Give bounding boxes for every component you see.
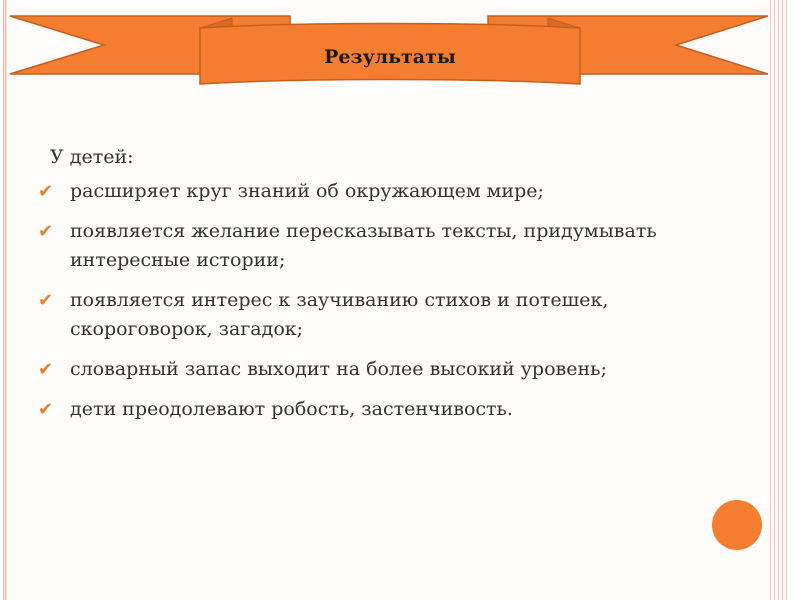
list-item	[30, 355, 670, 384]
decorative-circle	[712, 500, 762, 550]
checkmark-icon: ✔	[38, 221, 54, 242]
list-item	[30, 286, 670, 344]
bullet-list	[30, 177, 670, 424]
checkmark-icon: ✔	[38, 359, 54, 380]
slide-title: Результаты	[324, 46, 456, 68]
list-item	[30, 177, 670, 206]
list-item-text: дети преодолевают робость, застенчивость.	[70, 398, 513, 420]
intro-text: У детей:	[50, 146, 134, 168]
checkmark-icon: ✔	[38, 399, 54, 420]
list-item	[30, 217, 670, 275]
slide-body	[30, 143, 670, 435]
list-item-text: расширяет круг знаний об окружающем мире;	[70, 180, 544, 202]
checkmark-icon: ✔	[38, 181, 54, 202]
list-item	[30, 395, 670, 424]
list-item-text: появляется желание пересказывать тексты, придумывать интересные истории;	[70, 220, 657, 271]
list-item-text: появляется интерес к заучиванию стихов и потешек, скороговорок, загадок;	[70, 289, 609, 340]
checkmark-icon: ✔	[38, 290, 54, 311]
list-item-text: словарный запас выходит на более высокий уровень;	[70, 358, 607, 380]
